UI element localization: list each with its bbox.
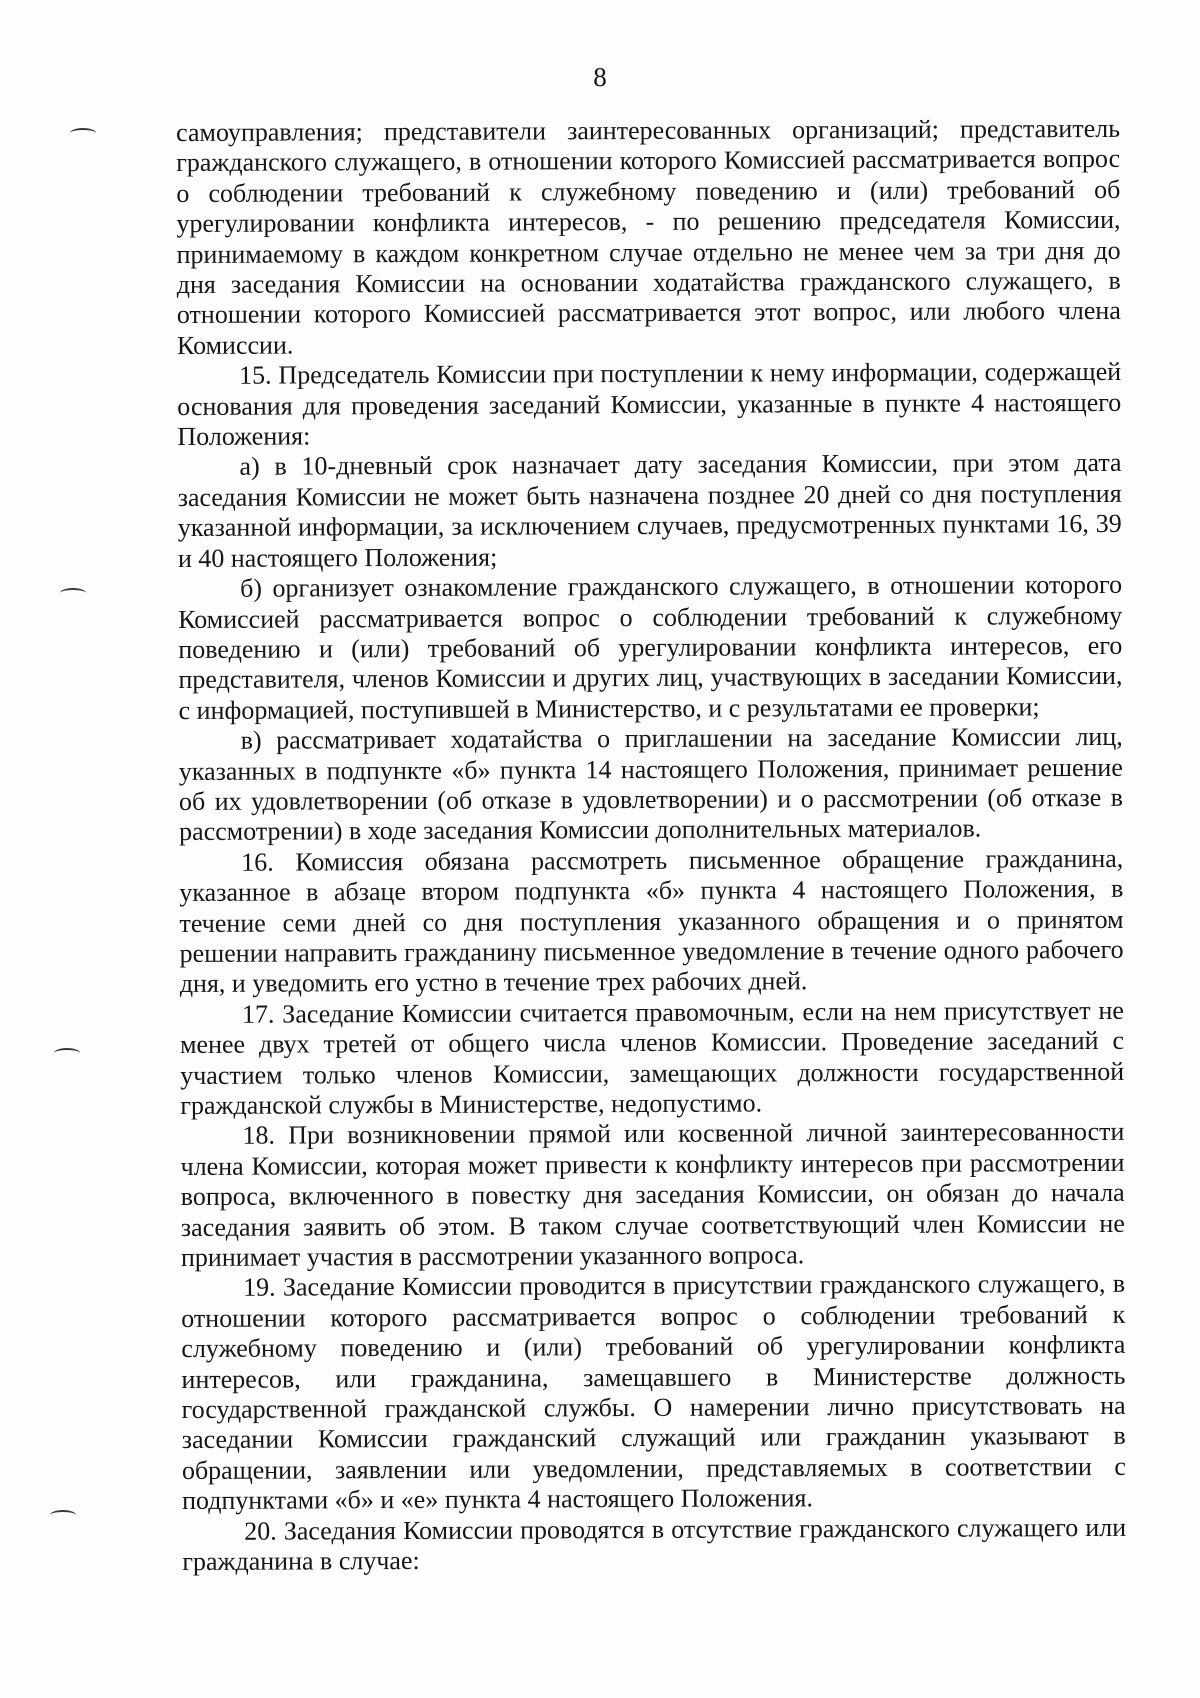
paragraph-15-a: а) в 10-дневный срок назначает дату заседания Комиссии, при этом дата заседания Комиссии не может быть назначена позднее 20 дней со дня поступления указанной информации, за исключением случаев, предусмотренных пунктами 16, 39 и 40 настоящего Положения;	[177, 448, 1122, 573]
margin-mark	[60, 588, 86, 598]
margin-mark	[54, 1048, 80, 1058]
paragraph-17: 17. Заседание Комиссии считается правомочным, если на нем присутствует не менее двух третей от общего числа членов Комиссии. Проведение заседаний с участием только членов Комиссии, замещающих должности государственной гражданской службы в Министерстве, недопустимо.	[179, 995, 1125, 1120]
paragraph-16: 16. Комиссия обязана рассмотреть письменное обращение гражданина, указанное в абзаце втором подпункта «б» пункта 4 настоящего Положения, в течение семи дней со дня поступления указанного обращения и о принятом решении направить гражданину письменное уведомление в течение одного рабочего дня, и уведомить его устно в течение трех рабочих дней.	[179, 843, 1124, 999]
margin-mark	[50, 1510, 76, 1520]
paragraph-15-v: в) рассматривает ходатайства о приглашении на заседание Комиссии лиц, указанных в подпункте «б» пункта 14 настоящего Положения, принимает решение об их удовлетворении (об отказе в удовлетворении) и о рассмотрении (об отказе в рассмотрении) в ходе заседания Комиссии дополнительных материалов.	[178, 722, 1124, 847]
paragraph-19: 19. Заседание Комиссии проводится в присутствии гражданского служащего, в отношении которого рассматривается вопрос о соблюдении требований к служебному поведению и (или) требований об урегулировании конфликта интересов, или гражданина, замещавшего в Министерстве должность государственной гражданской службы. О намерении лично присутствовать на заседании Комиссии гражданский служащий или гражданин указывают в обращении, заявлении или уведомлении, представляемых в соответствии с подпунктами «б» и «е» пункта 4 настоящего Положения.	[181, 1269, 1126, 1516]
paragraph-18: 18. При возникновении прямой или косвенной личной заинтересованности члена Комиссии, которая может привести к конфликту интересов при рассмотрении вопроса, включенного в повестку дня заседания Комиссии, он обязан до начала заседания заявить об этом. В таком случае соответствующий член Комиссии не принимает участия в рассмотрении указанного вопроса.	[180, 1117, 1125, 1273]
paragraph-20: 20. Заседания Комиссии проводятся в отсутствие гражданского служащего или гражданина в случае:	[182, 1512, 1127, 1577]
page-number: 8	[593, 62, 607, 92]
paragraph-14-continuation: самоуправления; представители заинтересованных организаций; представитель гражданского служащего, в отношении которого Комиссией рассматривается вопрос о соблюдении требований к служебному поведению и (или) требований об урегулировании конфликта интересов, - по решению председателя Комиссии, принимаемому в каждом конкретном случае отдельно не менее чем за три дня до дня заседания Комиссии на основании ходатайства гражданского служащего, в отношении которого Комиссией рассматривается этот вопрос, или любого члена Комиссии.	[176, 113, 1121, 360]
margin-mark	[70, 128, 96, 138]
document-body	[176, 114, 1126, 1578]
paragraph-15-b: б) организует ознакомление гражданского служащего, в отношении которого Комиссией рассматривается вопрос о соблюдении требований к служебному поведению и (или) требований об урегулировании конфликта интересов, его представителя, членов Комиссии и других лиц, участвующих в заседании Комиссии, с информацией, поступившей в Министерство, и с результатами ее проверки;	[178, 569, 1123, 725]
paragraph-15: 15. Председатель Комиссии при поступлении к нему информации, содержащей основания для проведения заседаний Комиссии, указанные в пункте 4 настоящего Положения:	[177, 357, 1122, 452]
